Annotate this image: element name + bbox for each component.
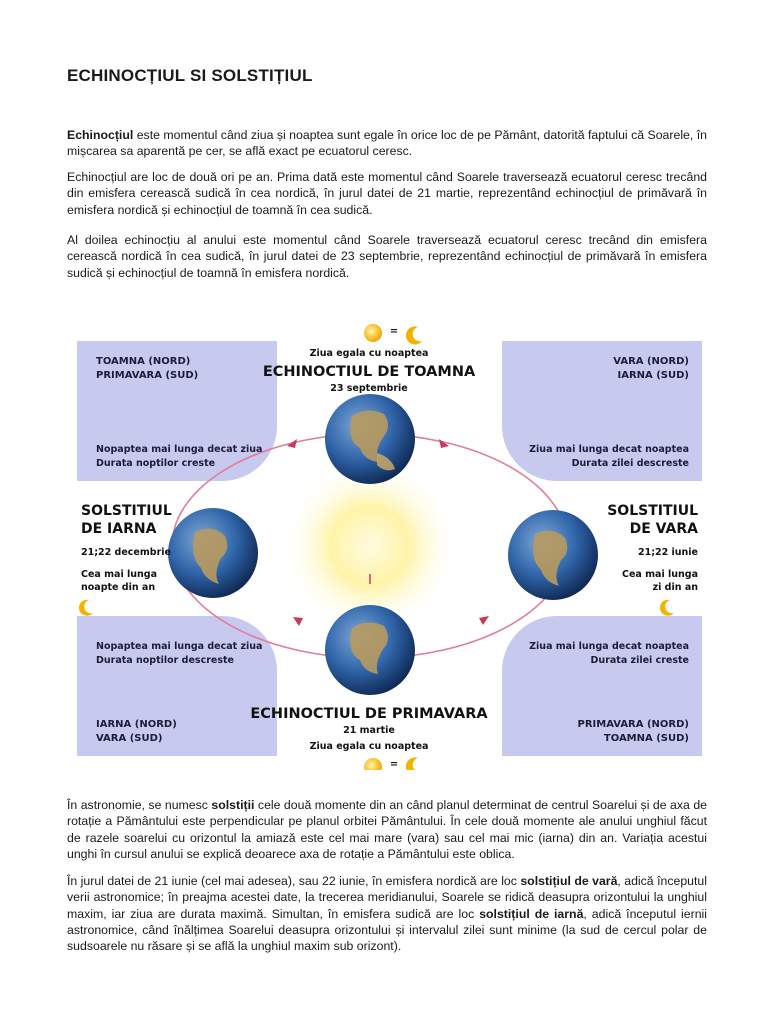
- term-solstitii: solstiții: [211, 798, 255, 812]
- text: este momentul când ziua și noaptea sunt egale în orice loc de pe Pământ, datorită faptului că: [133, 128, 648, 142]
- moon-icon: [406, 326, 422, 344]
- br-cond-2: Durata zilei creste: [590, 655, 689, 666]
- text: , reprezentând echinocțiul de primăvară în emisfera nordică și echinocțiul de toamnă în cea sudică.: [67, 186, 707, 217]
- intro-paragraph-1: [67, 127, 707, 160]
- moon-icon: [79, 600, 93, 616]
- bottom-caption: Ziua egala cu noaptea: [309, 741, 429, 752]
- bl-seasons: [96, 718, 177, 746]
- sun-icon: [364, 758, 382, 770]
- text: , reprezentând echinocțiul de primăvară în emisfera sudică și echinocțiul de toamnă în emisfera nordică.: [67, 249, 707, 280]
- term-solstitiul-de-iarna: solstițiul de iarnă: [479, 906, 584, 921]
- link-ecuatorul-ceresc[interactable]: ecuatorul ceresc: [318, 144, 409, 159]
- left-date: 21;22 decembrie: [81, 547, 171, 558]
- bl-season-1: IARNA (NORD): [96, 719, 177, 730]
- bottom-title: ECHINOCTIUL DE PRIMAVARA: [250, 706, 488, 722]
- right-date: 21;22 iunie: [637, 547, 698, 558]
- orbit-arrow-icon: [479, 616, 489, 625]
- page-title: ECHINOCȚIUL SI SOLSTIȚIUL: [67, 66, 313, 85]
- tr-conditions: [529, 443, 689, 471]
- earth-bottom: [325, 605, 415, 695]
- bl-cond-1: Nopaptea mai lunga decat ziua: [96, 641, 263, 652]
- text: , adică începutul iernii astronomice, când înălțimea Soarelui deasupra orizontului și intervalul zilei sunt minime (la sud de cercul polar de sudsoarele nu răsare și se află la unghiul maxim sub orizont).: [67, 906, 707, 954]
- right-note-line-1: Cea mai lunga: [622, 569, 698, 580]
- intro-paragraph-3: [67, 232, 707, 281]
- term-solstitiul-de-vara: solstițiul de vară: [520, 874, 618, 888]
- text: Echinocțiul are loc de două ori pe an. Prima dată este momentul când Soarele traversează ecuatorul ceresc trecând din emisfera cerească sudică în cea nordică, în jurul datei de: [67, 170, 707, 201]
- equal-sign: =: [390, 326, 398, 337]
- left-note-line-1: Cea mai lunga: [81, 569, 157, 580]
- top-title: ECHINOCTIUL DE TOAMNA: [262, 364, 476, 380]
- br-season-2: TOAMNA (SUD): [603, 733, 689, 744]
- tl-season-1: TOAMNA (NORD): [96, 356, 191, 367]
- tr-cond-2: Durata zilei descreste: [571, 458, 689, 469]
- top-caption: Ziua egala cu noaptea: [309, 348, 429, 359]
- earth-top: [325, 394, 415, 484]
- top-date: 23 septembrie: [330, 383, 408, 394]
- earth-left: [168, 508, 258, 598]
- body-paragraph-1: [67, 797, 707, 862]
- tr-cond-1: Ziua mai lunga decat noaptea: [529, 444, 689, 455]
- bl-conditions: [96, 640, 262, 668]
- link-soarele[interactable]: Soarele: [647, 128, 690, 142]
- right-title-line-2: DE VARA: [629, 521, 698, 537]
- tl-cond-2: Durata noptilor creste: [96, 458, 216, 469]
- moon-icon: [660, 600, 674, 616]
- br-season-1: PRIMAVARA (NORD): [577, 719, 689, 730]
- equinox-solstice-diagram: [77, 318, 702, 770]
- text: .: [408, 144, 413, 159]
- text: În astronomie, se numesc: [67, 798, 212, 812]
- text: Al doilea echinocțiu al anului este momentul când Soarele traversează ecuatorul ceresc trecând din emisfera cerească nordică în cea sudică, în jurul datei de: [67, 233, 707, 264]
- text: , în mișcarea sa aparentă pe cer, se află exact pe: [67, 128, 707, 159]
- left-note: [81, 568, 157, 594]
- text: În jurul datei de 21 iunie (cel mai adesea), sau 22 iunie, în emisfera nordică are loc: [67, 874, 521, 888]
- tr-seasons: [613, 355, 689, 383]
- left-title-line-1: SOLSTITIUL: [81, 503, 172, 519]
- bl-cond-2: Durata noptilor descreste: [96, 655, 234, 666]
- bl-season-2: VARA (SUD): [96, 733, 163, 744]
- right-note-line-2: zi din an: [652, 582, 698, 593]
- right-title-line-1: SOLSTITIUL: [607, 503, 698, 519]
- left-note-line-2: noapte din an: [81, 582, 156, 593]
- tl-cond-1: Nopaptea mai lunga decat ziua: [96, 444, 263, 455]
- earth-right: [508, 510, 598, 600]
- left-title: [81, 502, 172, 538]
- right-note: [622, 568, 698, 594]
- tr-season-1: VARA (NORD): [613, 356, 689, 367]
- right-title: [607, 502, 698, 538]
- tl-season-2: PRIMAVARA (SUD): [96, 370, 199, 381]
- body-paragraph-2: [67, 873, 707, 954]
- text: , adică începutul verii astronomice; în preajma acestei date, la trecerea meridianului, Soarele se ridică deasupra orizontului la unghiul maxim, iar ziua are durata maximă. Simultan, în emisfera sudică are loc: [67, 874, 707, 921]
- br-conditions: [529, 640, 689, 668]
- moon-icon: [406, 757, 422, 770]
- sun-icon: [364, 324, 382, 342]
- equal-sign: =: [390, 759, 398, 770]
- tr-season-2: IARNA (SUD): [617, 370, 689, 381]
- tl-conditions: [96, 443, 262, 471]
- br-cond-1: Ziua mai lunga decat noaptea: [529, 641, 689, 652]
- term-echinoctiul: Echinocțiul: [67, 128, 134, 142]
- link-21-martie[interactable]: 21 martie: [417, 186, 471, 201]
- link-23-septembrie[interactable]: 23 septembrie: [340, 249, 421, 264]
- intro-paragraph-2: [67, 169, 707, 218]
- bottom-date: 21 martie: [343, 725, 395, 736]
- text: cele două momente din an când planul determinat de centrul Soarelui și de axa de rotație a Pământului este perpendicular pe planul orbitei Pământului. În cele două momente ale anului unghiul făcut de razele soarelui cu orizontul la amiază este cel mai mare (vara) sau cel mai mic (iarna) din an. Variația acestui unghi în cursul anului se explică deoarece axa de rotație a Pământului este oblica.: [67, 798, 708, 861]
- orbit-arrow-icon: [293, 617, 303, 626]
- tl-seasons: [96, 355, 198, 383]
- br-seasons: [578, 718, 690, 746]
- left-title-line-2: DE IARNA: [81, 521, 157, 537]
